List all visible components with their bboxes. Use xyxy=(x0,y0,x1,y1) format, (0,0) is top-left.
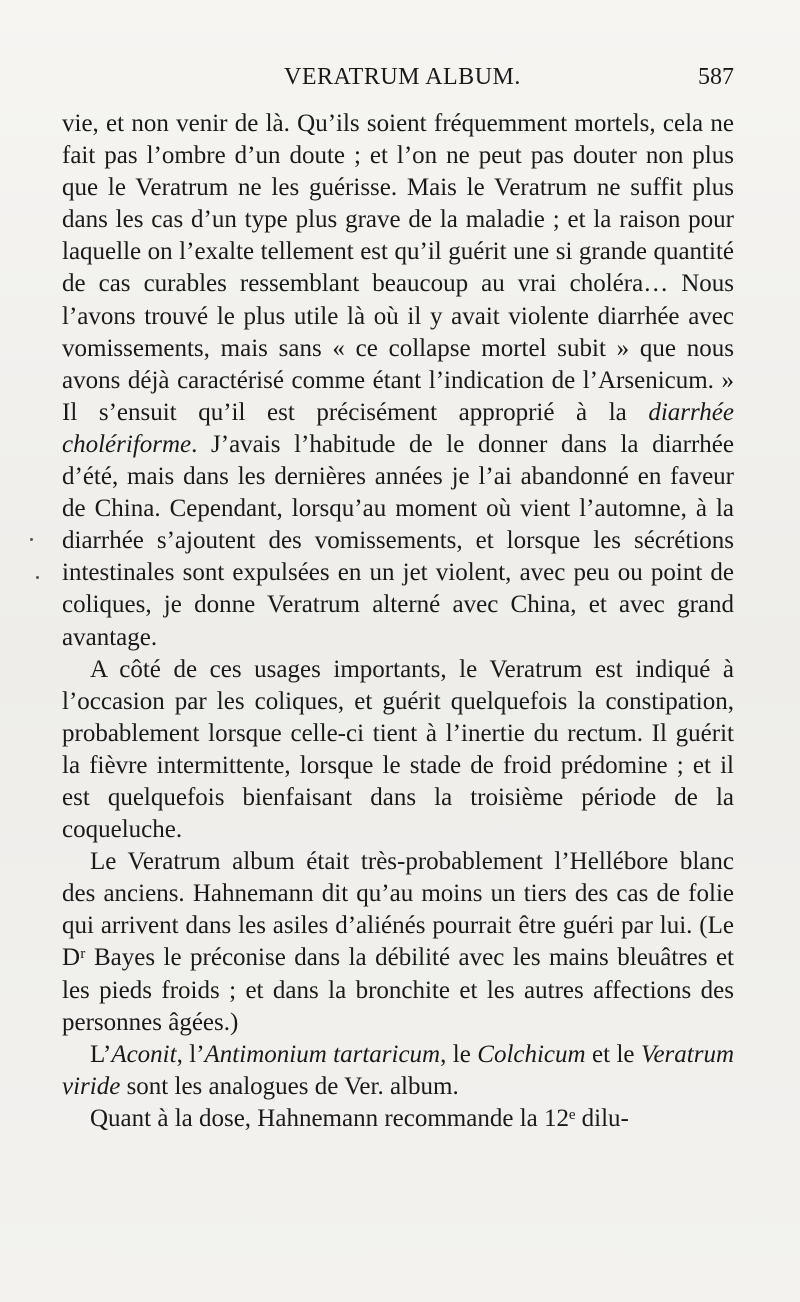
margin-speck xyxy=(30,538,33,541)
page-number: 587 xyxy=(698,64,734,90)
text-run: . J’avais l’habitude de le donner dans la diarrhée d’été, mais dans les dernières années je l’ai abandonné en faveur de China. Cependant, lorsqu’au moment où vient l’automne, à la diarrhée s’ajoutent des vomissements, et lorsque les sécrétions intestinales sont expulsées en un jet violent, avec peu ou point de coliques, je donne Veratrum alterné avec China, et avec grand avantage. xyxy=(62,430,734,651)
paragraph xyxy=(62,846,734,1039)
text-run: L’ xyxy=(90,1040,112,1068)
page-header xyxy=(62,64,734,98)
text-run: Le Veratrum album était très-probablement l’Hellébore blanc des anciens. Hahnemann dit qu’au moins un tiers des cas de folie qui arrivent dans les asiles d’aliénés pourrait être guéri par lui. (Le Dʳ Bayes le préconise dans la débilité avec les mains bleuâtres et les pieds froids ; et dans la bronchite et les autres affections des personnes âgées.) xyxy=(62,848,734,1036)
text-run: Quant à la dose, Hahnemann recommande la 12ᵉ dilu- xyxy=(90,1104,629,1132)
text-run: et le xyxy=(585,1040,641,1068)
paragraph xyxy=(62,108,734,654)
paragraph xyxy=(62,1039,734,1103)
running-title: VERATRUM ALBUM. xyxy=(284,64,521,90)
paragraph xyxy=(62,1103,734,1135)
text-run: , le xyxy=(440,1040,478,1068)
italic-text: Antimonium tartaricum xyxy=(204,1040,441,1068)
paragraph xyxy=(62,654,734,847)
text-run: sont les analogues de Ver. album. xyxy=(120,1072,459,1100)
text-run: A côté de ces usages importants, le Veratrum est indiqué à l’occasion par les coliques, et guérit quelquefois la constipation, probablement lorsque celle-ci tient à l’inertie du rectum. Il guérit la fièvre intermittente, lorsque le stade de froid prédomine ; et il est quelquefois bienfaisant dans la troisième période de la coqueluche. xyxy=(62,655,734,844)
italic-text: Aconit xyxy=(111,1040,177,1068)
body-text xyxy=(62,108,734,1135)
text-run: , l’ xyxy=(176,1040,205,1068)
italic-text: Veratrum viride xyxy=(62,1040,734,1100)
margin-speck xyxy=(36,576,39,579)
italic-text: diarrhée cholériforme xyxy=(62,398,734,458)
text-run: vie, et non venir de là. Qu’ils soient fréquemment mortels, cela ne fait pas l’ombre d’un doute ; et l’on ne peut pas douter non plus que le Veratrum ne les guérisse. Mais le Veratrum ne suffit plus dans les cas d’un type plus grave de la maladie ; et la raison pour laquelle on l’exalte tellement est qu’il guérit une si grande quantité de cas curables ressemblant beaucoup au vrai choléra… Nous l’avons trouvé le plus utile là où il y avait violente diarrhée avec vomissements, mais sans « ce collapse mortel subit » que nous avons déjà caractérisé comme étant l’indication de l’Arsenicum. » Il s’ensuit qu’il est précisément approprié à la xyxy=(62,110,734,426)
italic-text: Colchicum xyxy=(477,1040,586,1068)
